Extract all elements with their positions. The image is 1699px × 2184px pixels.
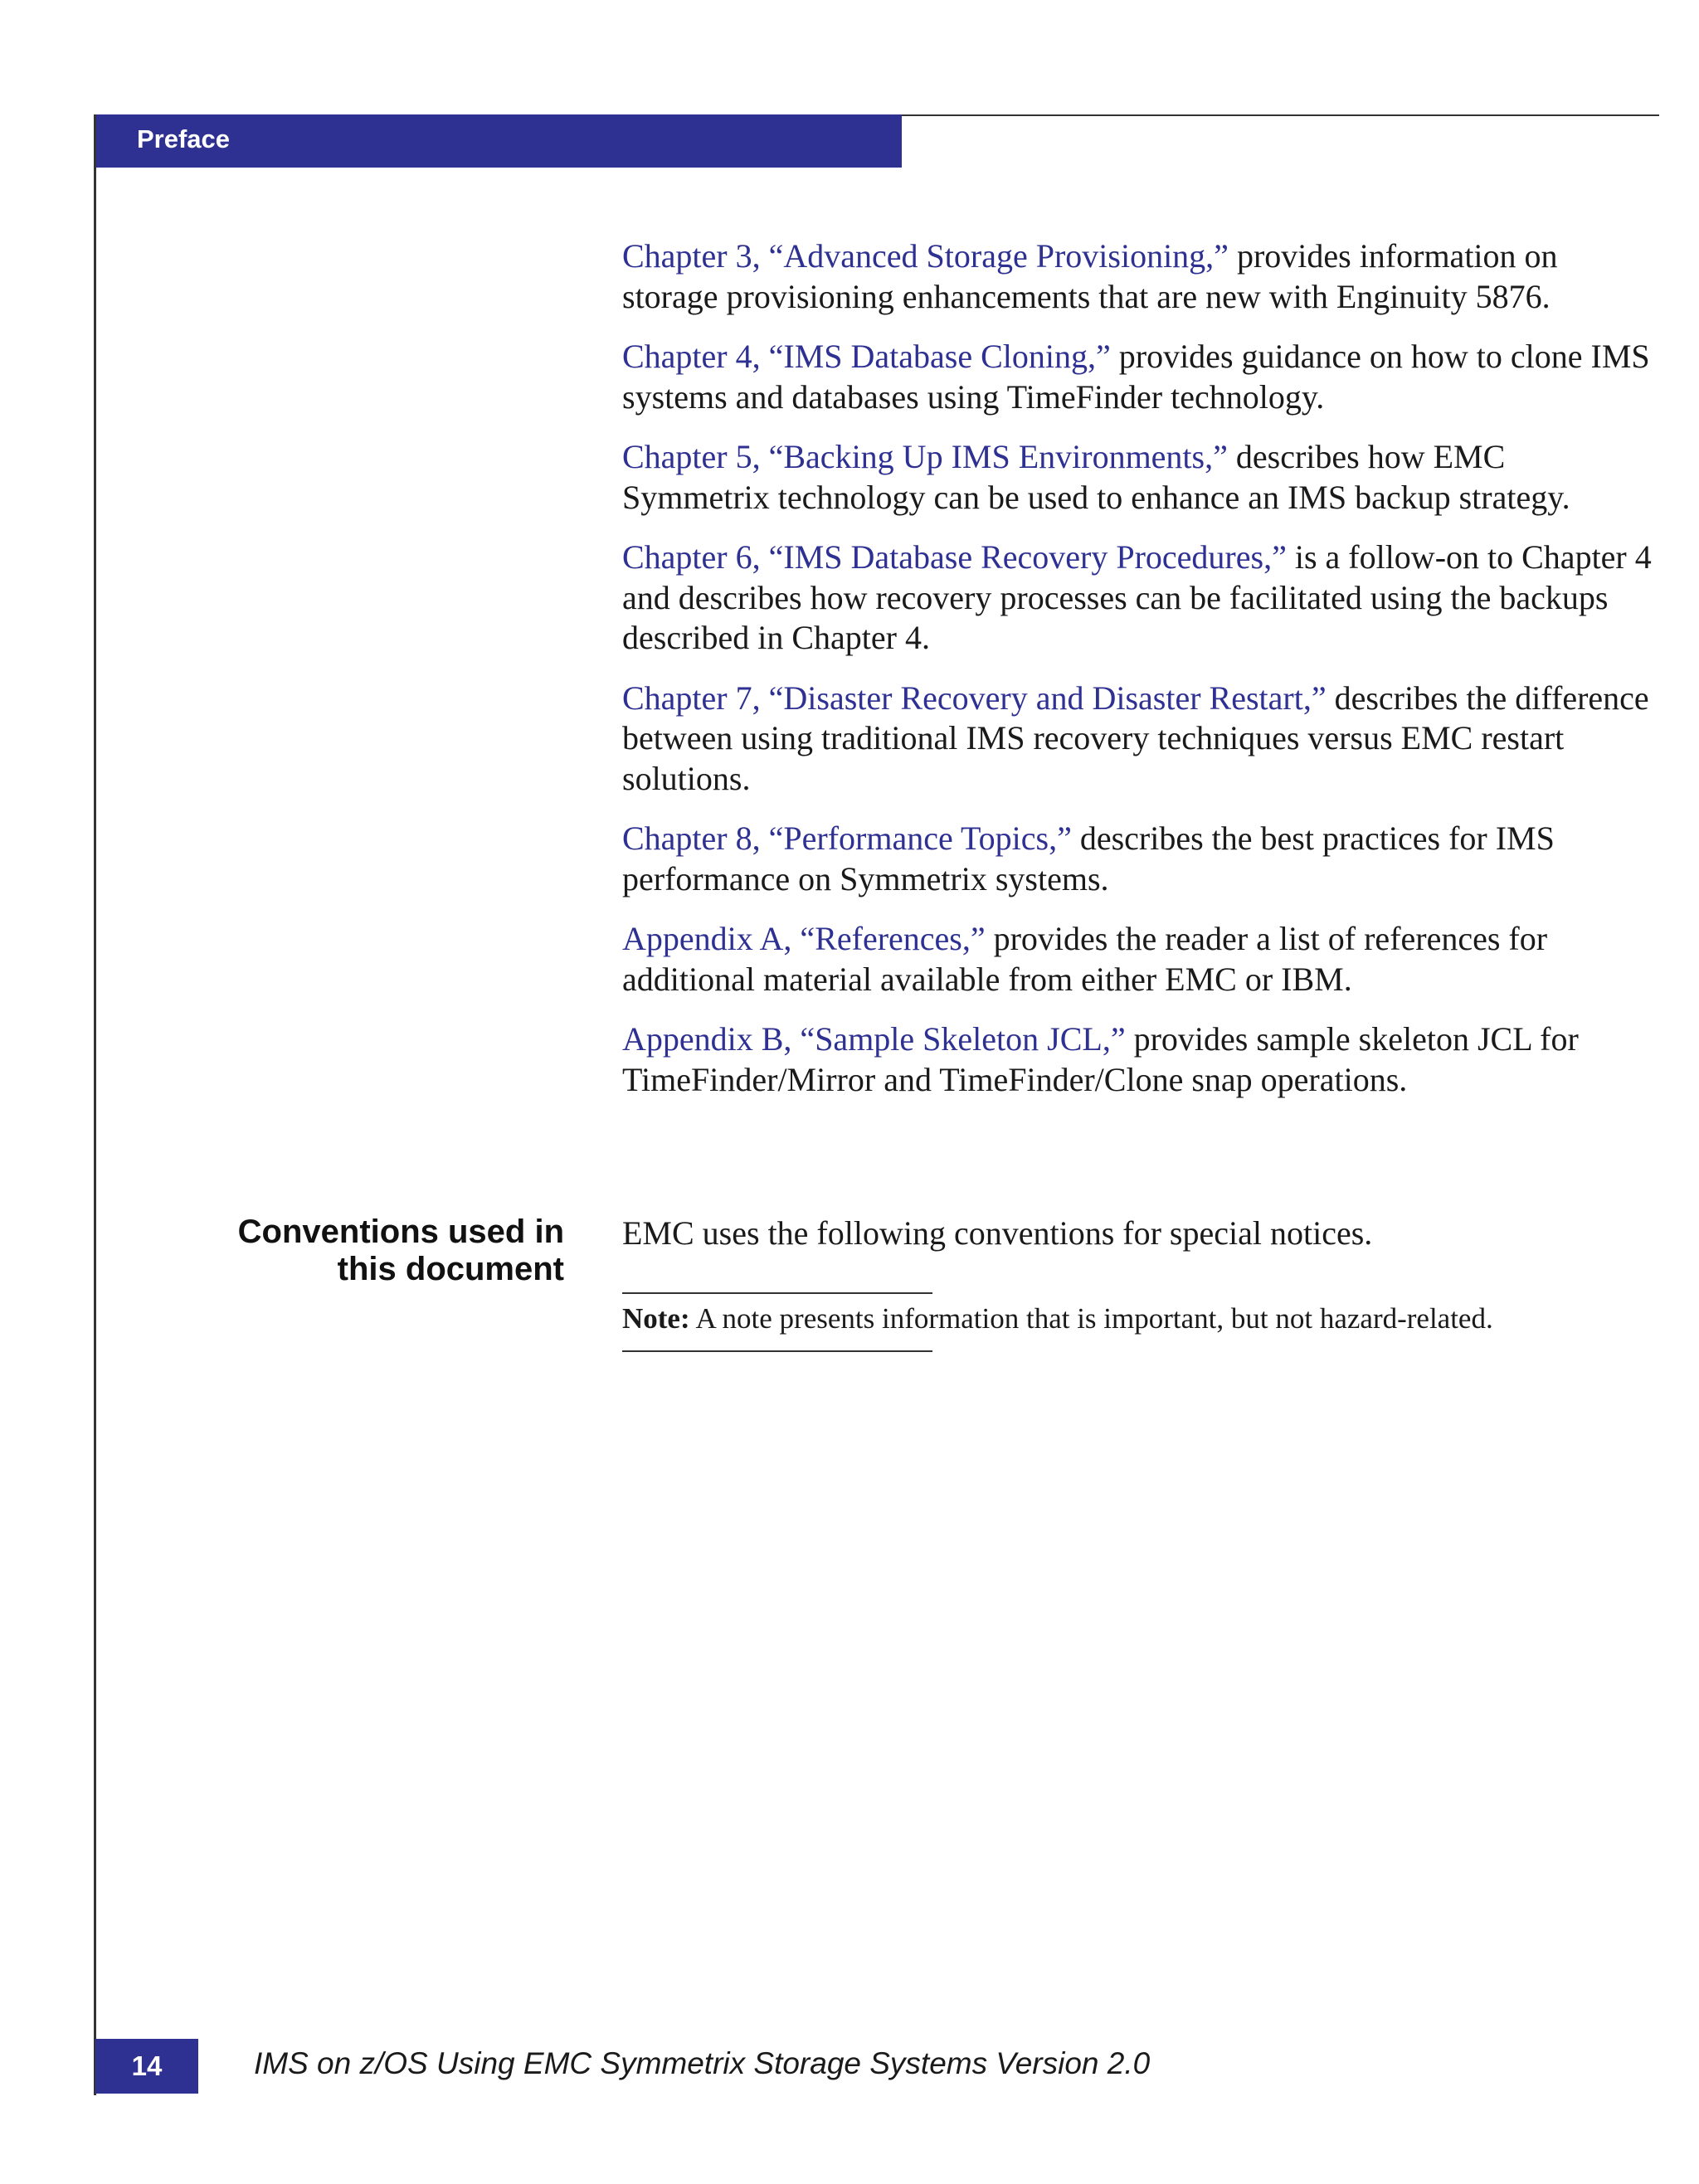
chapter-item (622, 819, 1659, 899)
chapter-7-description: describes the difference between using traditional IMS recovery techniques versus EMC restart solutions. (622, 679, 1649, 797)
left-margin-rule (94, 114, 96, 2095)
appendix-b-description: provides sample skeleton JCL for TimeFinder/Mirror and TimeFinder/Clone snap operations. (622, 1020, 1579, 1098)
page-number-box (95, 2039, 198, 2094)
page-number: 14 (131, 2050, 163, 2081)
chapter-5-link[interactable]: Chapter 5, “Backing Up IMS Environments,” (622, 438, 1228, 475)
appendix-a-link[interactable]: Appendix A, “References,” (622, 920, 986, 957)
chapter-list (622, 236, 1659, 1120)
chapter-3-link[interactable]: Chapter 3, “Advanced Storage Provisioning,” (622, 237, 1229, 275)
chapter-4-description: provides guidance on how to clone IMS systems and databases using TimeFinder technology. (622, 338, 1650, 416)
note-bottom-rule (622, 1350, 932, 1352)
section-label: Preface (137, 124, 231, 153)
chapter-5-description: describes how EMC Symmetrix technology can be used to enhance an IMS backup strategy. (622, 438, 1570, 516)
note-block (622, 1301, 1659, 1337)
note-top-rule (622, 1292, 932, 1294)
chapter-8-link[interactable]: Chapter 8, “Performance Topics,” (622, 820, 1072, 857)
footer-title: IMS on z/OS Using EMC Symmetrix Storage Systems Version 2.0 (254, 2046, 1151, 2080)
note-label: Note: (622, 1302, 690, 1335)
chapter-item (622, 337, 1659, 417)
chapter-6-link[interactable]: Chapter 6, “IMS Database Recovery Procedures,” (622, 538, 1287, 576)
chapter-8-description: describes the best practices for IMS performance on Symmetrix systems. (622, 820, 1555, 897)
chapter-item (622, 437, 1659, 518)
note-text: A note presents information that is important, but not hazard-related. (689, 1302, 1493, 1335)
chapter-item (622, 1019, 1659, 1100)
appendix-a-description: provides the reader a list of references for additional material available from either EMC or IBM. (622, 920, 1548, 998)
conventions-intro: EMC uses the following conventions for special notices. (622, 1214, 1373, 1252)
chapter-7-link[interactable]: Chapter 7, “Disaster Recovery and Disaster Restart,” (622, 679, 1327, 717)
chapter-item (622, 236, 1659, 317)
conventions-heading-line2: this document (337, 1251, 564, 1287)
chapter-4-link[interactable]: Chapter 4, “IMS Database Cloning,” (622, 338, 1111, 375)
chapter-item (622, 679, 1659, 800)
conventions-heading (224, 1214, 564, 1288)
appendix-b-link[interactable]: Appendix B, “Sample Skeleton JCL,” (622, 1020, 1126, 1058)
chapter-6-description: is a follow-on to Chapter 4 and describes how recovery processes can be facilitated using the backups described in Chapter 4. (622, 538, 1652, 656)
section-tab (95, 114, 902, 168)
chapter-3-description: provides information on storage provisioning enhancements that are new with Enginuity 5876. (622, 237, 1558, 315)
conventions-heading-line1: Conventions used in (237, 1214, 564, 1250)
chapter-item (622, 919, 1659, 1000)
chapter-item (622, 537, 1659, 659)
